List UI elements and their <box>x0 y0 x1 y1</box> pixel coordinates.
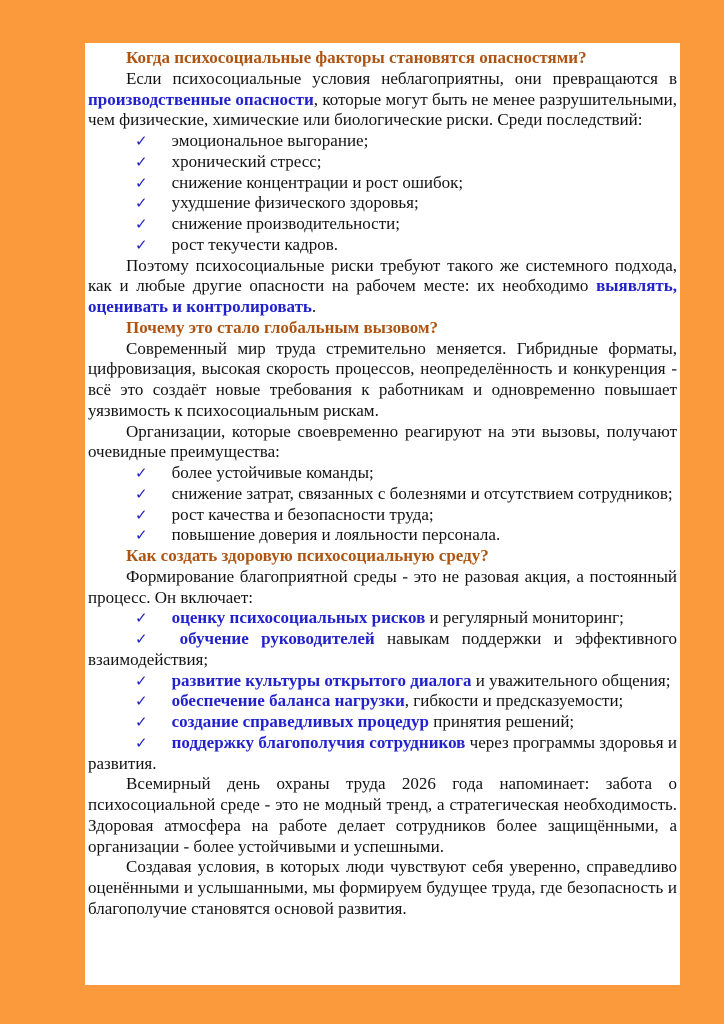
list-item <box>88 235 677 256</box>
checkmark-icon: ✓ <box>135 630 156 648</box>
checkmark-icon: ✓ <box>135 671 148 690</box>
list-item <box>88 463 677 484</box>
accent-text-run: оценку психосоциальных рисков <box>171 608 426 628</box>
text-run: Если психосоциальные условия неблагоприятны, они превращаются в <box>126 68 677 88</box>
paragraph <box>88 567 677 609</box>
checkmark-icon: ✓ <box>135 609 148 628</box>
list-item <box>88 152 677 173</box>
accent-text-run: развитие культуры открытого диалога <box>171 670 472 690</box>
checkmark-icon: ✓ <box>135 713 148 731</box>
text-run: снижение затрат, связанных с болезнями и отсутствием сотрудников; <box>171 483 673 503</box>
checkmark-icon: ✓ <box>135 173 148 192</box>
text-run: через программы здоровья и развития. <box>88 732 677 773</box>
text-run: , которые могут быть не менее разрушительными, чем физические, химические или биологические риски. Среди последствий: <box>88 89 677 130</box>
checkmark-icon: ✓ <box>135 505 148 524</box>
text-run: рост качества и безопасности труда; <box>171 504 434 524</box>
text-run: Организации, которые своевременно реагируют на эти вызовы, получают очевидные преимущества: <box>88 421 677 462</box>
text-run: принятия решений; <box>429 712 575 731</box>
checkmark-icon: ✓ <box>135 152 148 171</box>
text-run: ухудшение физического здоровья; <box>171 193 419 213</box>
text-run: эмоциональное выгорание; <box>171 131 369 150</box>
paragraph <box>88 339 677 422</box>
text-run: хронический стресс; <box>171 151 322 171</box>
text-run: снижение концентрации и рост ошибок; <box>171 172 464 192</box>
checkmark-icon: ✓ <box>135 733 148 752</box>
text-run: Когда психосоциальные факторы становятся опасностями? <box>126 48 587 67</box>
list-item <box>88 671 677 692</box>
paragraph <box>88 69 677 131</box>
text-run: , гибкости и предсказуемости; <box>404 691 624 711</box>
text-run: навыкам поддержки и эффективного взаимодействия; <box>88 629 677 669</box>
accent-text-run: обеспечение баланса нагрузки <box>171 691 405 711</box>
checkmark-icon: ✓ <box>135 194 148 213</box>
list-item <box>88 525 677 546</box>
section-heading <box>88 546 677 567</box>
list-item <box>88 712 677 733</box>
list-item <box>88 214 677 235</box>
text-run: Современный мир труда стремительно меняется. Гибридные форматы, цифровизация, высокая скорость процессов, неопределённость и конкуренция - всё это создаёт новые требования к работникам и одновременно повышает уязвимость к психосоциальным рискам. <box>88 338 677 420</box>
text-run: снижение производительности; <box>171 214 400 233</box>
accent-text-run: создание справедливых процедур <box>171 712 429 731</box>
accent-text-run: обучение руководителей <box>179 629 375 648</box>
list-item <box>88 173 677 194</box>
list-item <box>88 193 677 214</box>
text-run: Почему это стало глобальным вызовом? <box>126 317 439 337</box>
text-run: более устойчивые команды; <box>171 463 374 482</box>
paragraph <box>88 857 677 919</box>
text-run: Поэтому психосоциальные риски требуют такого же системного подхода, как и любые другие опасности на рабочем месте: их необходимо <box>88 255 677 296</box>
accent-text-run: выявлять, оценивать и контролировать <box>88 276 677 316</box>
list-item <box>88 131 677 152</box>
text-run: и уважительного общения; <box>471 670 671 690</box>
paragraph <box>88 774 677 857</box>
section-heading <box>88 318 677 339</box>
document-paper <box>85 43 680 985</box>
checkmark-icon: ✓ <box>135 526 148 545</box>
list-item <box>88 691 677 712</box>
checkmark-icon: ✓ <box>135 464 148 482</box>
section-heading <box>88 48 677 69</box>
accent-text-run: производственные опасности <box>88 89 314 109</box>
list-item <box>88 629 677 671</box>
text-run: . <box>311 297 317 316</box>
text-run: рост текучести кадров. <box>171 234 339 254</box>
text-run: повышение доверия и лояльности персонала. <box>171 525 501 545</box>
list-item <box>88 733 677 775</box>
checkmark-icon: ✓ <box>135 132 148 150</box>
text-run: и регулярный мониторинг; <box>425 608 624 628</box>
checkmark-icon: ✓ <box>135 692 148 711</box>
accent-text-run: поддержку благополучия сотрудников <box>171 732 466 752</box>
paragraph <box>88 256 677 318</box>
paragraph <box>88 422 677 464</box>
list-item <box>88 505 677 526</box>
list-item <box>88 484 677 505</box>
list-item <box>88 608 677 629</box>
checkmark-icon: ✓ <box>135 235 148 254</box>
text-run: Всемирный день охраны труда 2026 года напоминает: забота о психосоциальной среде - это не модный тренд, а стратегическая необходимость. Здоровая атмосфера на работе делает сотрудников более защищёнными, а организации - более устойчивыми и успешными. <box>88 774 677 856</box>
text-run: Формирование благоприятной среды - это не разовая акция, а постоянный процесс. Он включает: <box>88 566 677 607</box>
text-run: Создавая условия, в которых люди чувствуют себя уверенно, справедливо оценёнными и услышанными, мы формируем будущее труда, где безопасность и благополучие становятся основой развития. <box>88 857 677 918</box>
document-body <box>88 48 677 920</box>
checkmark-icon: ✓ <box>135 215 148 233</box>
checkmark-icon: ✓ <box>135 484 148 503</box>
text-run: Как создать здоровую психосоциальную среду? <box>126 546 489 565</box>
